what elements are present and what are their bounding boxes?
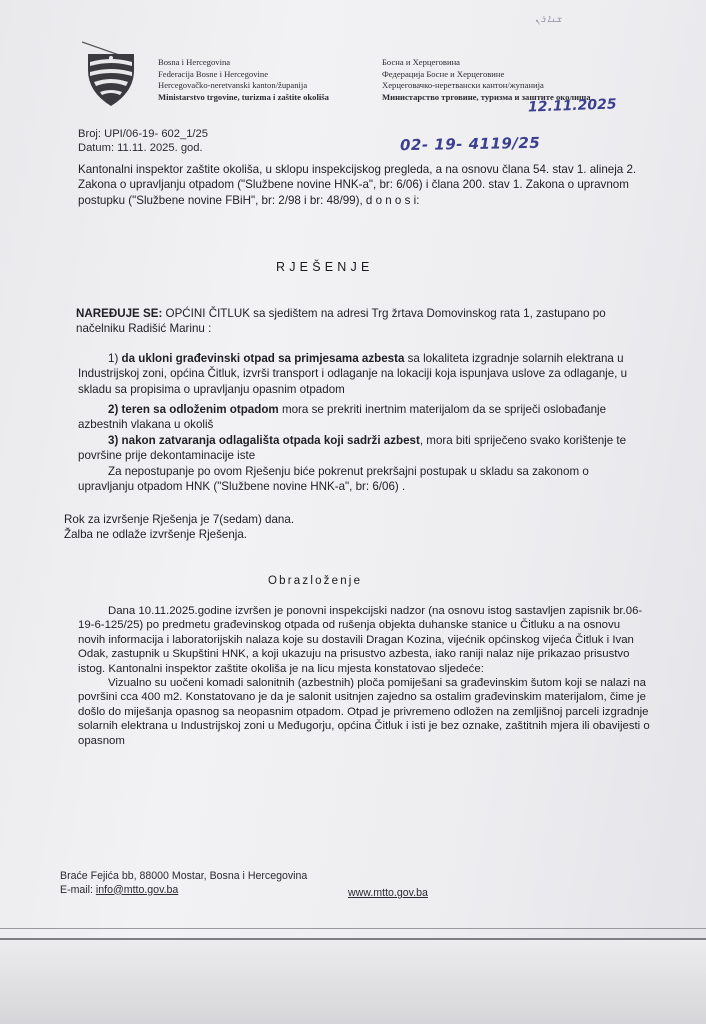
order-item bbox=[78, 433, 648, 464]
reasoning-text-2: Vizualno su uočeni komadi salonitnih (azbestnih) ploča pomiješani sa građevinskim šutom koji se nalazi na površini cca 400 m2. Konstatovano je da je salonit usitnjen zajedno sa ostalim građevinskim materijalom, čime je došlo do miješanja opasnog sa neopasnim otpadom. Otpad je privremeno odložen na zemljišnoj parceli izgradnje solarnih elektrana u Industrijskoj zoni u Međugorju, općina Čitluk i isti je bez oznake, zaštitnih mjera ili obavijesti o opasnom bbox=[78, 677, 650, 747]
order-label: NAREĐUJE SE: bbox=[76, 307, 163, 320]
item-bold: nakon zatvaranja odlagališta otpada koji sadrži azbest bbox=[121, 434, 420, 447]
order-item bbox=[78, 402, 648, 433]
coat-of-arms-icon bbox=[82, 40, 140, 110]
footer-address: Braće Fejića bb, 88000 Mostar, Bosna i Hercegovina bbox=[60, 870, 308, 882]
order-text: OPĆINI ČITLUK sa sjedištem na adresi Trg žrtava Domovinskog rata 1, zastupano po načelniku Radišić Marinu : bbox=[76, 307, 606, 336]
letterhead-line: Босна и Херцеговина bbox=[382, 57, 460, 67]
letterhead-line: Bosna i Hercegovina bbox=[158, 57, 231, 67]
letterhead-cyrillic bbox=[382, 57, 591, 103]
item-text: sa lokaliteta izgradnje solarnih elektrana u Industrijskoj zoni, općina Čitluk, izvrši transport i odlaganje na lokaciji koja ispunjava uslove za odlaganje, u skladu sa propisima o upravljanju opasnim otpadom bbox=[78, 352, 628, 396]
item-number: 3) bbox=[108, 434, 119, 447]
letterhead-latin bbox=[158, 57, 329, 103]
item-bold: da ukloni građevinski otpad sa primjesama azbesta bbox=[121, 352, 405, 365]
letterhead-line: Херцеговачко-неретвански кантон/жупанија bbox=[382, 80, 544, 91]
page-edge-line bbox=[0, 938, 706, 940]
appeal-text: Žalba ne odlaže izvršenje Rješenja. bbox=[64, 528, 248, 542]
reasoning-text-1: Dana 10.11.2025.godine izvršen je ponovni inspekcijski nadzor (na osnovu istog sastavljen zapisnik br.06-19-6-125/25) po predmetu građevinskog otpada od rušenja objekta duhanske stanice u Čitluku a na osnovu novih informacija i laboratorijskih nalaza koje su dostavili Dragan Kozina, vijećnik općinskog vijeća Čitluk i Ivan Odak, zastupnik u Skupštini HNK, a koji ukazuju na prisustvo azbesta, iako raniji nalaz nije prikazao prisustvo istog. Kantonalni inspektor zaštite okoliša je na licu mjesta konstatovao sljedeće: bbox=[78, 605, 643, 675]
footer-email-link[interactable]: info@mtto.gov.ba bbox=[95, 883, 179, 896]
letterhead-ministry: Ministarstvo trgovine, turizma i zaštite okoliša bbox=[158, 91, 329, 102]
penalty-paragraph bbox=[78, 464, 648, 495]
item-number: 1) bbox=[108, 352, 119, 365]
deadline-block bbox=[64, 512, 464, 543]
case-number: Broj: UPI/06-19- 602_1/25 bbox=[78, 128, 208, 140]
intro-paragraph: Kantonalni inspektor zaštite okoliša, u sklopu inspekcijskog pregleda, a na osnovu člana 54. stav 1. alineja 2. Zakona o upravljanju otpadom ("Službene novine HNK-a", br: 6/06) i člana 200. stav 1. Zakona o upravnom postupku ("Službene novine FBiH", br: 2/98 i br: 48/99), d o n o s i: bbox=[78, 163, 637, 207]
reasoning-body bbox=[78, 604, 650, 748]
reasoning-title: Obrazloženje bbox=[268, 575, 363, 587]
order-item bbox=[78, 351, 648, 397]
item-number: 2) bbox=[108, 403, 119, 416]
item-text: , mora biti spriječeno svako korištenje te površine prije dekontaminacije iste bbox=[78, 434, 627, 463]
penalty-text: Za nepostupanje po ovom Rješenju biće pokrenut prekršajni postupak u skladu sa zakonom o upravljanju otpadom HNK ("Službene novine HNK-a", br: 6/06) . bbox=[78, 465, 589, 494]
document-date: Datum: 11.11. 2025. god. bbox=[78, 141, 203, 154]
page-fold-line bbox=[0, 928, 706, 929]
item-bold: teren sa odloženim otpadom bbox=[121, 403, 279, 416]
footer-contact bbox=[60, 870, 307, 897]
reasoning-paragraph bbox=[78, 676, 650, 748]
footer-website-link[interactable]: www.mtto.gov.ba bbox=[348, 887, 428, 899]
reasoning-paragraph bbox=[78, 604, 650, 676]
letterhead-line: Федерација Босне и Херцеговине bbox=[382, 68, 505, 79]
letterhead-ministry: Министарство трговине, туризма и заштите околиша bbox=[382, 91, 591, 102]
handwritten-note-top: ܫܢܐ ܪܢ bbox=[535, 14, 562, 25]
handwritten-reference: 02- 19- 4119/25 bbox=[399, 133, 541, 155]
footer-email-label: E-mail: bbox=[60, 883, 96, 896]
deadline-text: Rok za izvršenje Rješenja je 7(sedam) dana. bbox=[64, 513, 295, 526]
handwritten-date: 12.11.2025 bbox=[527, 96, 617, 116]
decision-title: RJEŠENJE bbox=[276, 260, 374, 274]
page-bottom-shadow bbox=[0, 940, 706, 1024]
letterhead-line: Federacija Bosne i Hercegovine bbox=[158, 68, 269, 79]
order-paragraph bbox=[76, 306, 650, 337]
item-text: mora se prekriti inertnim materijalom da se spriječi oslobađanje azbestnih vlakana u okoliš bbox=[78, 403, 607, 432]
letterhead-line: Hercegovačko-neretvanski kanton/županija bbox=[158, 80, 308, 91]
document-references bbox=[78, 128, 208, 155]
